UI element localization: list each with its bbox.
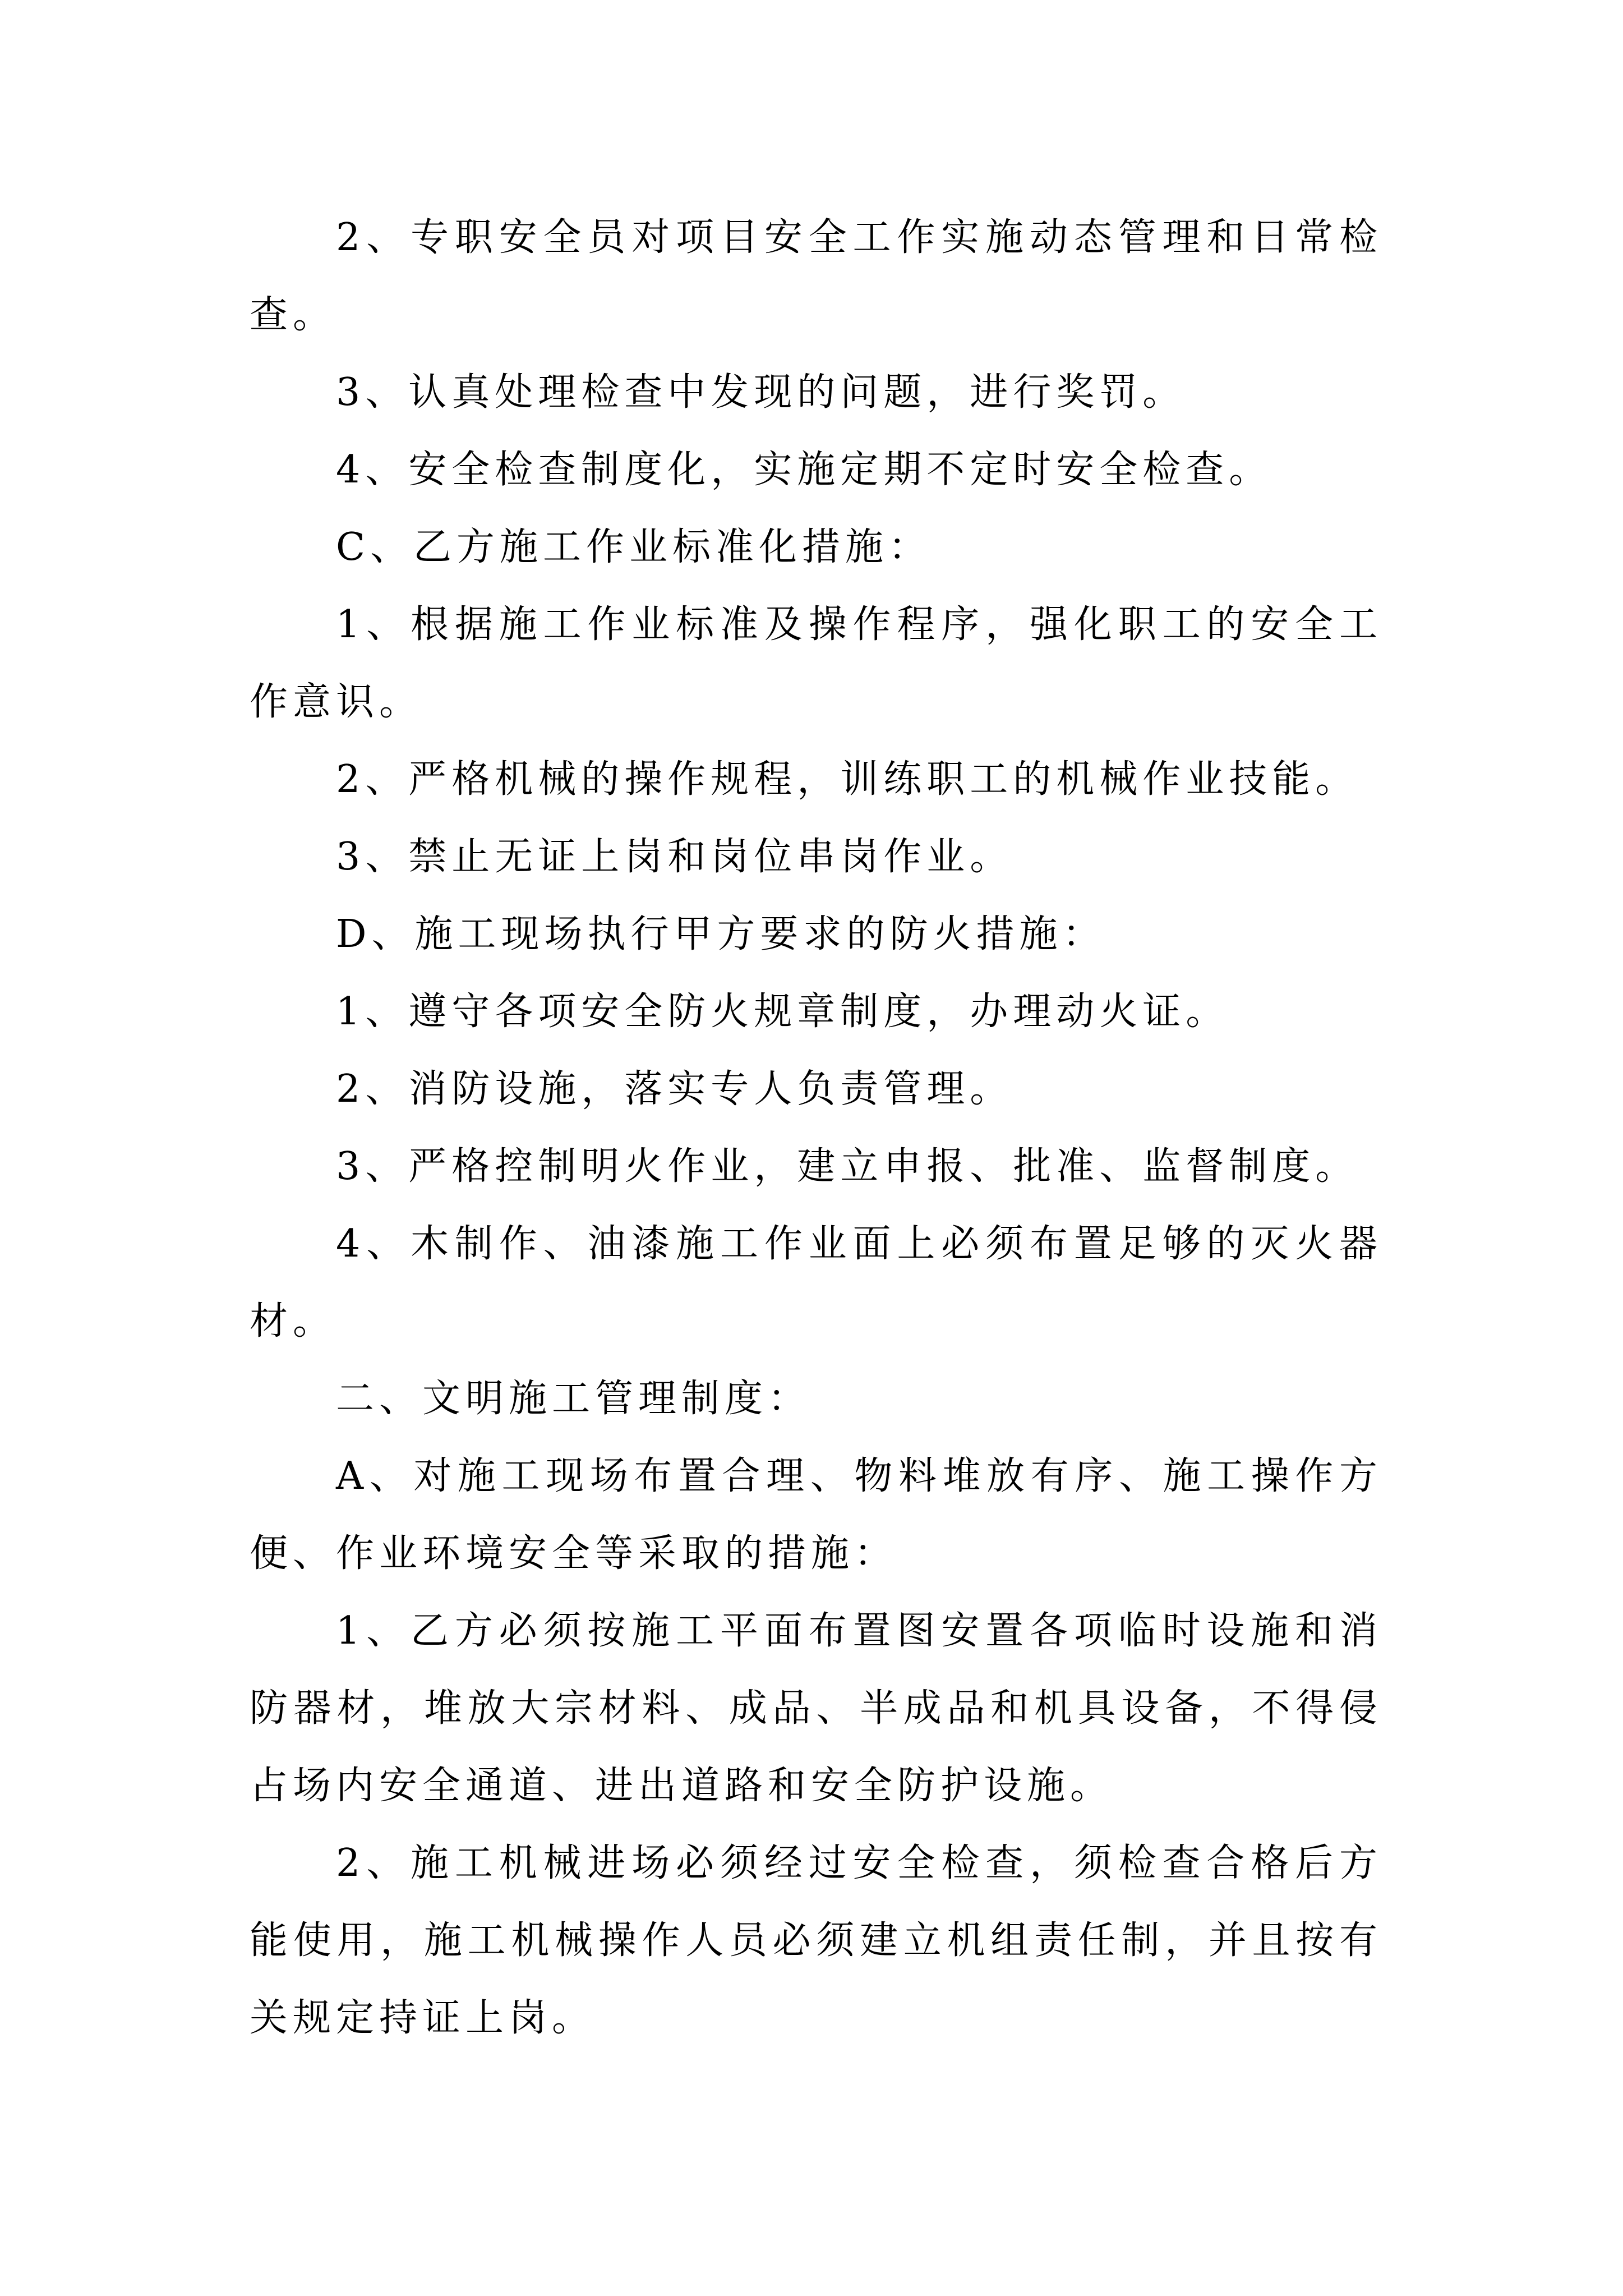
paragraph: C、乙方施工作业标准化措施： <box>336 525 932 569</box>
paragraph: 2、消防设施，落实专人负责管理。 <box>336 1067 1013 1111</box>
paragraph: 1、乙方必须按施工平面布置图安置各项临时设施和消防器材，堆放大宗材料、成品、半成品和机具设备，不得侵占场内安全通道、进出道路和安全防护设施。 <box>250 1609 1382 1808</box>
paragraph: 3、认真处理检查中发现的问题，进行奖罚。 <box>336 370 1186 415</box>
paragraph: 2、专职安全员对项目安全工作实施动态管理和日常检查。 <box>250 215 1382 337</box>
paragraph: 2、施工机械进场必须经过安全检查，须检查合格后方能使用，施工机械操作人员必须建立机组责任制，并且按有关规定持证上岗。 <box>250 1841 1382 2040</box>
paragraph: 3、禁止无证上岗和岗位串岗作业。 <box>336 835 1013 879</box>
paragraph: 4、木制作、油漆施工作业面上必须布置足够的灭火器材。 <box>250 1222 1382 1343</box>
paragraph: 1、遵守各项安全防火规章制度，办理动火证。 <box>336 990 1229 1034</box>
paragraph: 4、安全检查制度化，实施定期不定时安全检查。 <box>336 448 1272 492</box>
paragraph: 3、严格控制明火作业，建立申报、批准、监督制度。 <box>336 1144 1359 1189</box>
paragraph: 1、根据施工作业标准及操作程序，强化职工的安全工作意识。 <box>250 602 1382 724</box>
paragraph: D、施工现场执行甲方要求的防火措施： <box>336 912 1106 956</box>
document-body <box>250 199 1382 2057</box>
paragraph: 2、严格机械的操作规程，训练职工的机械作业技能。 <box>336 757 1359 802</box>
paragraph: A、对施工现场布置合理、物料堆放有序、施工操作方便、作业环境安全等采取的措施： <box>250 1454 1382 1576</box>
section-heading: 二、文明施工管理制度： <box>336 1377 811 1421</box>
